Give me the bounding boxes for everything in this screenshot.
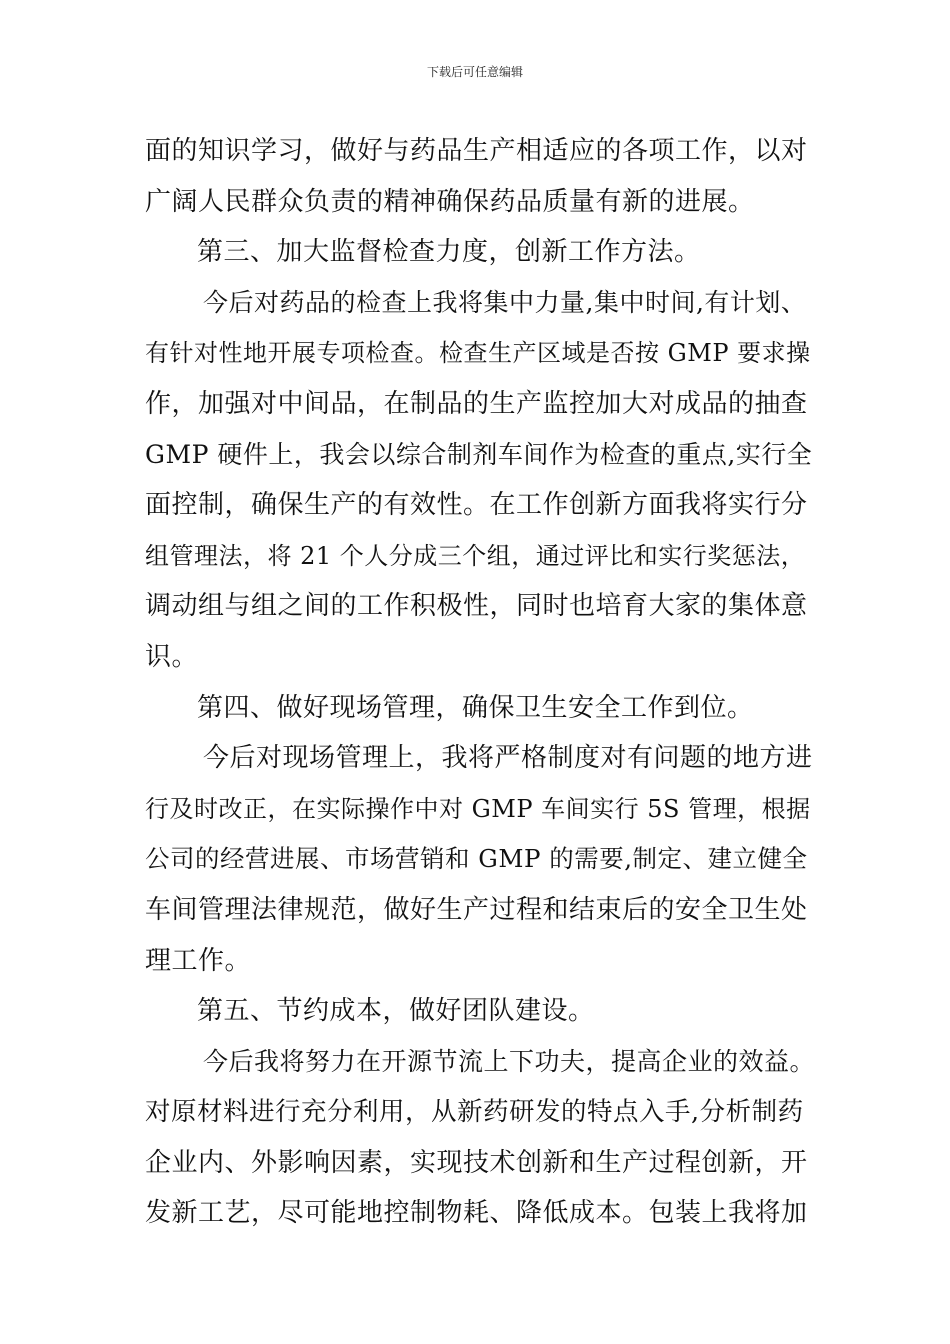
text-line: 公司的经营进展、市场营销和 GMP 的需要,制定、建立健全: [145, 844, 808, 874]
text-line: 企业内、外影响因素，实现技术创新和生产过程创新，开: [145, 1147, 808, 1178]
text-line: 发新工艺，尽可能地控制物耗、降低成本。包装上我将加: [145, 1198, 808, 1229]
text-line: 广阔人民群众负责的精神确保药品质量有新的进展。: [145, 186, 755, 217]
text-line: 今后我将努力在开源节流上下功夫，提高企业的效益。: [203, 1046, 816, 1076]
text-line: 组管理法，将 21 个人分成三个组，通过评比和实行奖惩法，: [145, 541, 806, 570]
text-line: 识。: [145, 641, 199, 672]
section-heading: 第四、做好现场管理，确保卫生安全工作到位。: [197, 692, 754, 723]
text-line: 作，加强对中间品，在制品的生产监控加大对成品的抽查: [145, 388, 808, 419]
text-line: 行及时改正，在实际操作中对 GMP 车间实行 5S 管理，根据: [145, 794, 811, 823]
text-line: 有针对性地开展专项检查。检查生产区域是否按 GMP 要求操: [145, 339, 811, 368]
text-line: GMP 硬件上，我会以综合制剂车间作为检查的重点,实行全: [145, 439, 813, 469]
page-header: 下载后可任意编辑: [426, 65, 523, 79]
text-line: 今后对药品的检查上我将集中力量,集中时间,有计划、: [203, 287, 807, 317]
text-line: 对原材料进行充分利用，从新药研发的特点入手,分析制药: [145, 1097, 804, 1128]
text-line: 今后对现场管理上，我将严格制度对有问题的地方进: [203, 743, 813, 774]
text-line: 理工作。: [145, 945, 252, 976]
text-line: 调动组与组之间的工作积极性，同时也培育大家的集体意: [145, 591, 808, 622]
section-heading: 第五、节约成本，做好团队建设。: [197, 996, 595, 1027]
text-line: 面的知识学习，做好与药品生产相适应的各项工作，以对: [145, 136, 808, 166]
text-line: 车间管理法律规范，做好生产过程和结束后的安全卫生处: [145, 894, 808, 925]
section-heading: 第三、加大监督检查力度，创新工作方法。: [197, 237, 701, 268]
document-body: [145, 126, 815, 1239]
text-line: 面控制，确保生产的有效性。在工作创新方面我将实行分: [145, 490, 808, 521]
